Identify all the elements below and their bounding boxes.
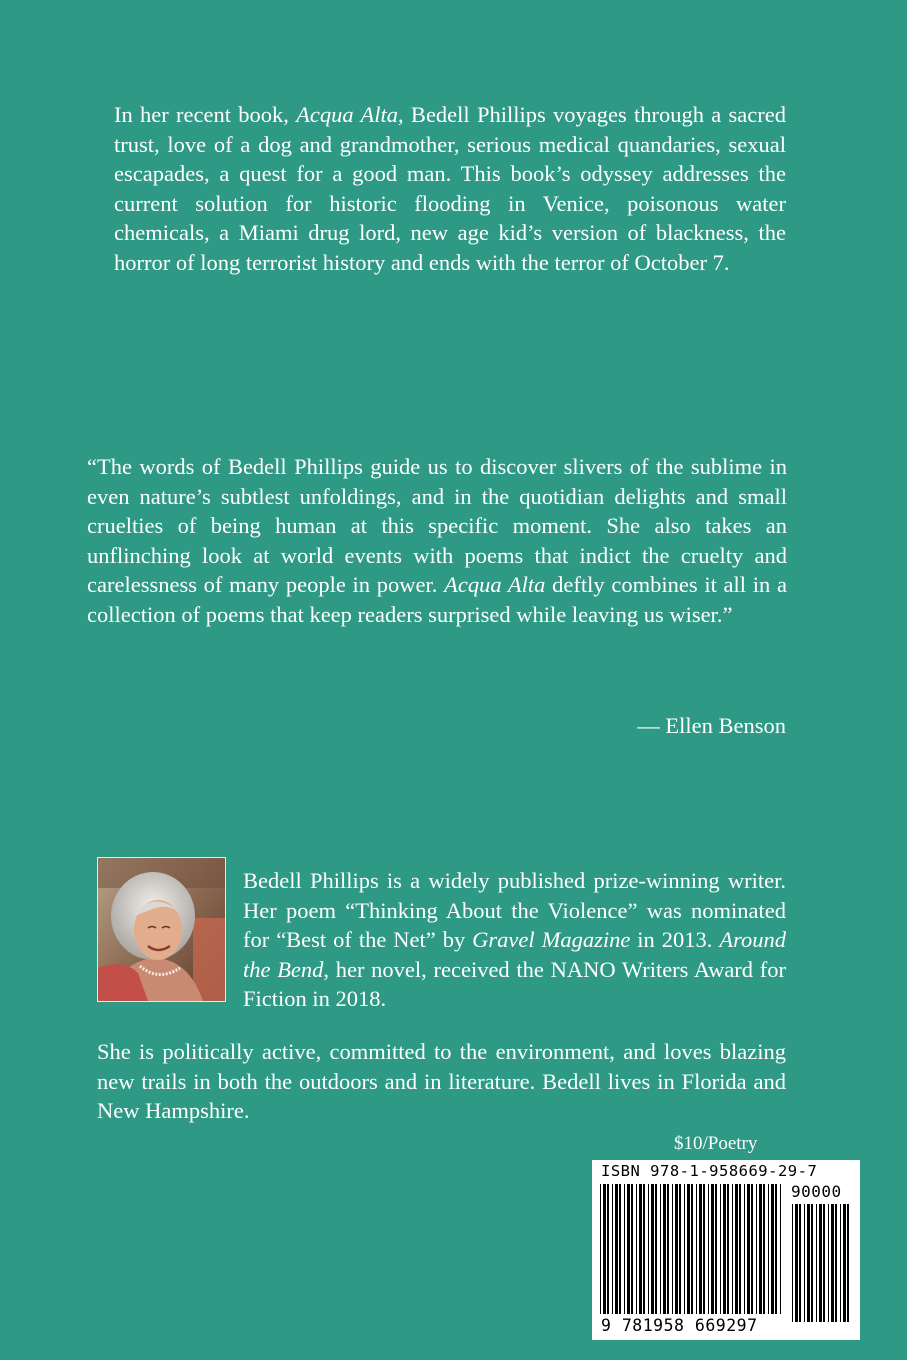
endorsement-quote: “The words of Bedell Phillips guide us to discover slivers of the sublime in even nature’s subtlest unfoldings, and in the quotidian delights and small cruelties of being human at this specific moment. She also takes an unflinching look at world events with poems that indict the cruelty and carelessness of many people in power. Acqua Alta deftly combines it all in a collection of poems that keep readers surprised while leaving us wiser.” <box>87 454 787 627</box>
book-title: Acqua Alta <box>296 102 399 127</box>
magazine-name: Gravel Magazine <box>472 927 631 952</box>
ean-digits: 9 781958 669297 <box>601 1316 758 1335</box>
isbn-barcode <box>592 1160 860 1340</box>
price-code: 90000 <box>791 1182 842 1201</box>
price-label: $10/Poetry <box>674 1133 758 1154</box>
author-bio: Bedell Phillips is a widely published prize-winning writer. Her poem “Thinking About the Violence” was nominated for “Best of the Net” by Gravel Magazine in 2013. Around the Bend, her novel, received the NANO Writers Award for Fiction in 2018. <box>243 868 786 1011</box>
quote-attribution: — Ellen Benson <box>637 713 786 738</box>
book-description: In her recent book, Acqua Alta, Bedell Phillips voyages through a sacred trust, love of a dog and grandmother, serious medical quandaries, sexual escapades, a quest for a good man. This book’s odyssey addresses the current solution for historic flooding in Venice, poisonous water chemicals, a Miami drug lord, new age kid’s version of blackness, the horror of long terrorist history and ends with the terror of October 7. <box>114 102 786 275</box>
author-photo <box>97 857 226 1002</box>
author-bio-continued: She is politically active, committed to the environment, and loves blazing new trails in both the outdoors and in literature. Bedell lives in Florida and New Hampshire. <box>97 1039 786 1123</box>
isbn-number: ISBN 978-1-958669-29-7 <box>601 1162 818 1180</box>
book-title-quote: Acqua Alta <box>444 572 546 597</box>
novel-title: Around the Bend <box>243 927 786 982</box>
